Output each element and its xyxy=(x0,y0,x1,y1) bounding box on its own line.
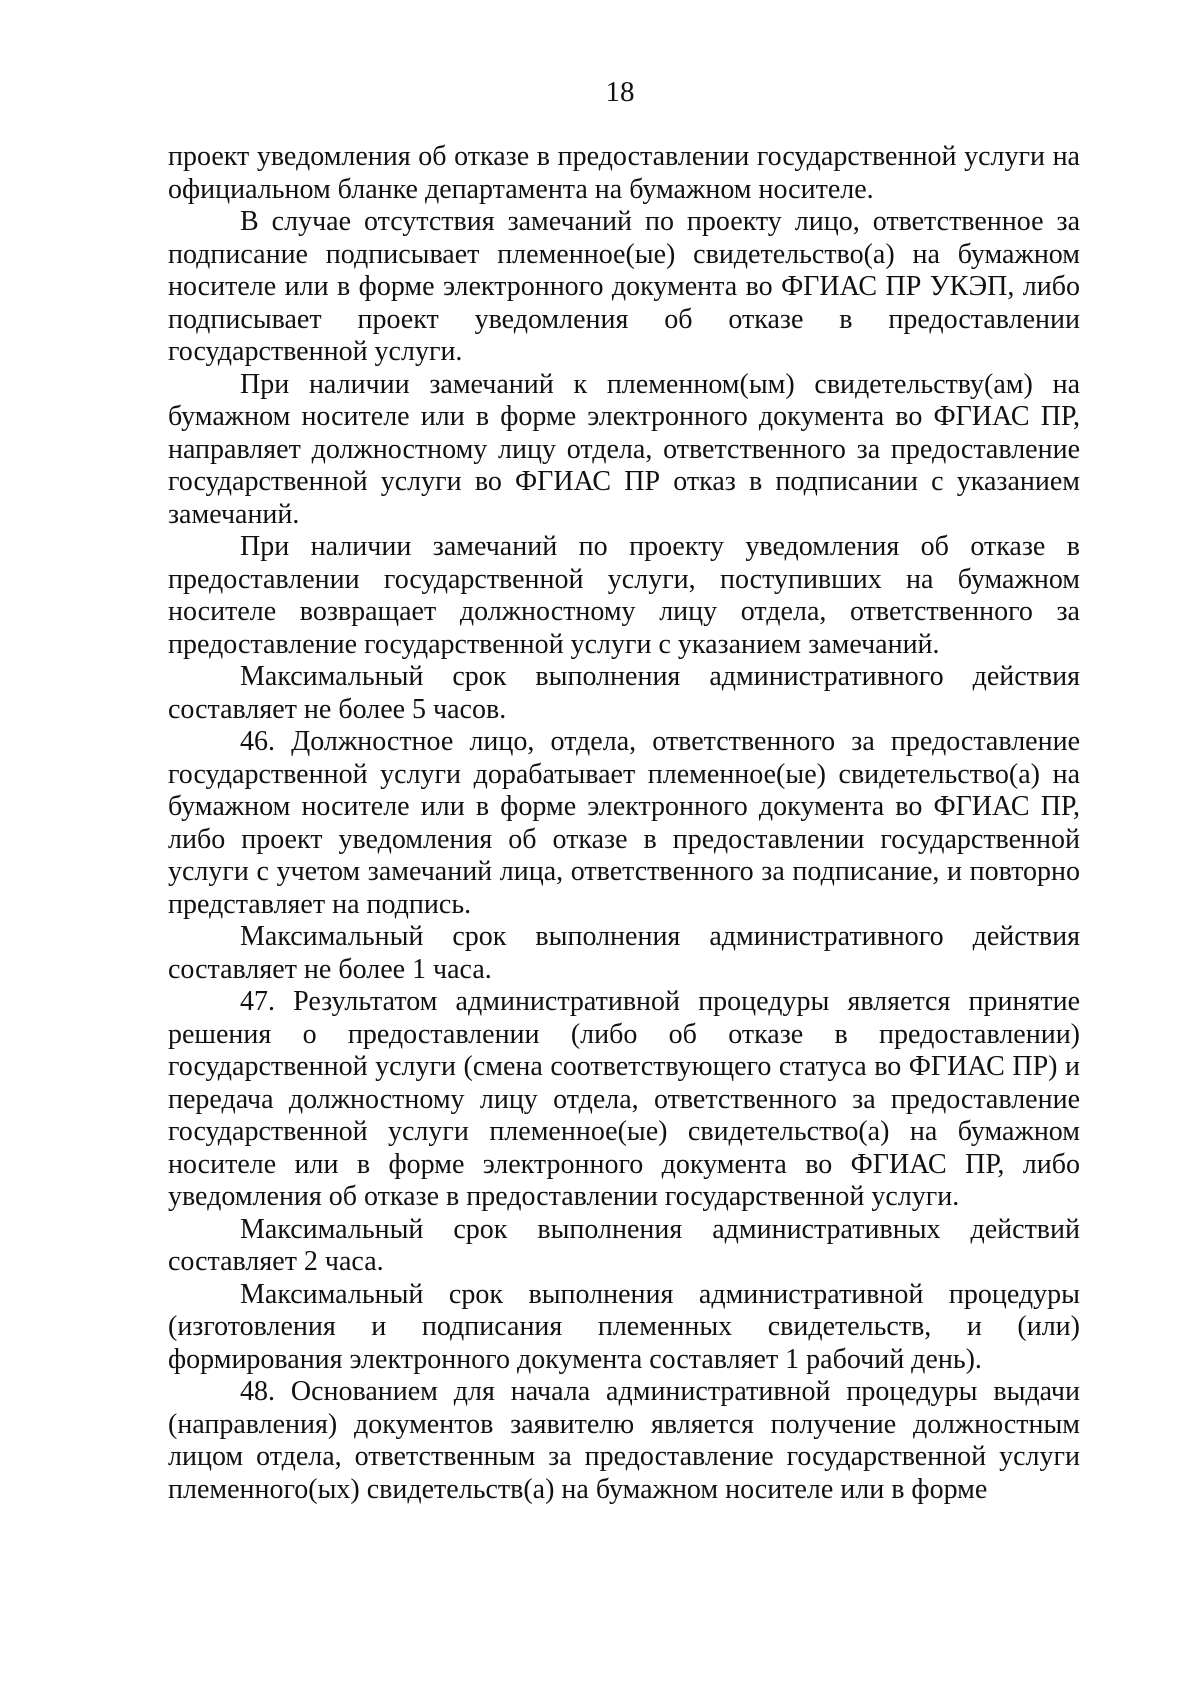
paragraph-max-time-1-hour: Максимальный срок выполнения административного действия составляет не более 1 часа. xyxy=(168,921,1080,985)
paragraph-max-time-5-hours: Максимальный срок выполнения административного действия составляет не более 5 часов. xyxy=(168,661,1080,725)
paragraph-no-remarks-signing: В случае отсутствия замечаний по проекту лицо, ответственное за подписание подписывает племенное(ые) свидетельство(а) на бумажном носителе или в форме электронного документа во ФГИАС ПР УКЭП, либо подписывает проект уведомления об отказе в предоставлении государственной услуги. xyxy=(168,206,1080,367)
paragraph-item-46: 46. Должностное лицо, отдела, ответственного за предоставление государственной услуги дорабатывает племенное(ые) свидетельство(а) на бумажном носителе или в форме электронного документа во ФГИАС ПР, либо проект уведомления об отказе в предоставлении государственной услуги с учетом замечаний лица, ответственного за подписание, и повторно представляет на подпись. xyxy=(168,726,1080,920)
paragraph-item-47: 47. Результатом административной процедуры является принятие решения о предоставлении (либо об отказе в предоставлении) государственной услуги (смена соответствующего статуса во ФГИАС ПР) и передача должностному лицу отдела, ответственного за предоставление государственной услуги племенное(ые) свидетельство(а) на бумажном носителе или в форме электронного документа во ФГИАС ПР, либо уведомления об отказе в предоставлении государственной услуги. xyxy=(168,986,1080,1212)
paragraph-remarks-certificate: При наличии замечаний к племенном(ым) свидетельству(ам) на бумажном носителе или в форме электронного документа во ФГИАС ПР, направляет должностному лицу отдела, ответственного за предоставление государственной услуги во ФГИАС ПР отказ в подписании с указанием замечаний. xyxy=(168,368,1080,530)
page-number: 18 xyxy=(605,76,635,108)
paragraph-continuation: проект уведомления об отказе в предоставлении государственной услуги на официальном бланке департамента на бумажном носителе. xyxy=(168,141,1080,205)
paragraph-remarks-refusal-draft: При наличии замечаний по проекту уведомления об отказе в предоставлении государственной услуги, поступивших на бумажном носителе возвращает должностному лицу отдела, ответственного за предоставление государственной услуги с указанием замечаний. xyxy=(168,531,1080,660)
paragraph-max-time-procedure: Максимальный срок выполнения административной процедуры (изготовления и подписания племенных свидетельств, и (или) формирования электронного документа составляет 1 рабочий день). xyxy=(168,1278,1080,1375)
paragraph-max-time-2-hours: Максимальный срок выполнения административных действий составляет 2 часа. xyxy=(168,1213,1080,1277)
paragraph-item-48: 48. Основанием для начала административной процедуры выдачи (направления) документов заявителю является получение должностным лицом отдела, ответственным за предоставление государственной услуги племенного(ых) свидетельств(а) на бумажном носителе или в форме xyxy=(168,1376,1080,1505)
document-body xyxy=(168,141,1080,1506)
